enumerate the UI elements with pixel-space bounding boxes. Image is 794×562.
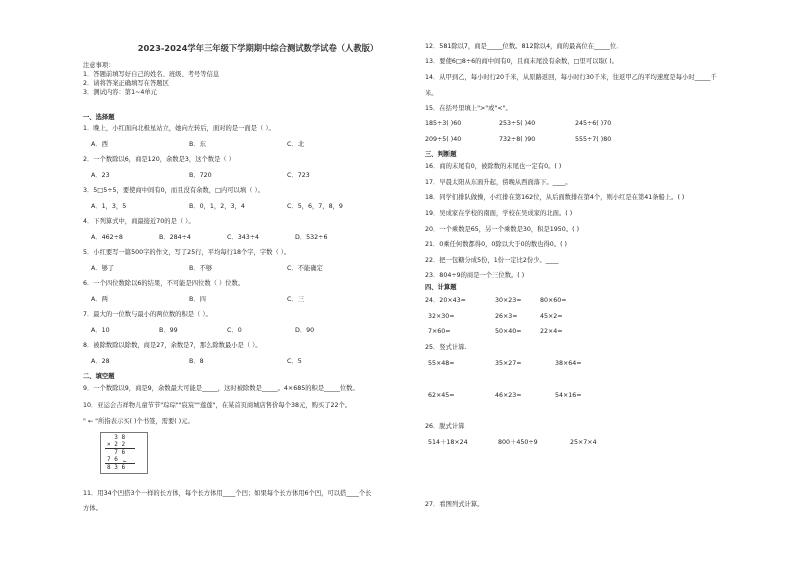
question: 1．晚上，小红面向北极星站立，她向左转后，面对的是一面是（ ）。 xyxy=(83,125,275,132)
option: B．不够 xyxy=(189,265,213,272)
calc-row xyxy=(425,297,567,305)
calc-item: 35×27= xyxy=(495,360,522,367)
option: C．北 xyxy=(287,141,304,148)
option: B．720 xyxy=(189,172,212,179)
calc-item: 22×4= xyxy=(540,328,563,335)
section-heading: 四、计算题 xyxy=(425,284,457,291)
calc-item: 26×3= xyxy=(495,313,518,320)
question: 3．5□5÷5，要使商中间有0，而且没有余数，□内可以填（ ）。 xyxy=(83,187,264,194)
compare-item: 209÷5( )40 xyxy=(425,136,462,143)
question: 15．在括号里填上">"或"<"。 xyxy=(425,105,512,112)
question: 16．商的末尾有0，被除数的末尾也一定有0。( ) xyxy=(425,163,562,170)
question: 26．脱式计算 xyxy=(425,423,465,430)
left-arrow-icon: ← xyxy=(123,458,127,465)
question: 23．804÷9的商是一个三位数。( ) xyxy=(425,272,525,279)
option: A．10 xyxy=(91,327,110,334)
question: 20．一个乘数是65，另一个乘数是30，积是1950。( ) xyxy=(425,226,580,233)
option: A．两 xyxy=(91,296,108,303)
question: 7．最大的一位数与最小的两位数的积是（ ）。 xyxy=(83,311,212,318)
page-title: 2023-2024学年三年级下学期期中综合测试数学试卷（人教版） xyxy=(137,43,379,53)
option: B．四 xyxy=(189,296,206,303)
option: C．三 xyxy=(287,296,304,303)
option: A．1，3，5 xyxy=(91,203,127,210)
calc-line: 7 6 xyxy=(107,449,126,456)
calc-item: 80×60= xyxy=(540,297,567,304)
section-heading: 三、判断题 xyxy=(425,151,457,158)
calc-line: × 2 2 xyxy=(107,441,126,448)
option: B．99 xyxy=(159,327,178,334)
calc-item: 55×48= xyxy=(428,360,455,367)
question-continued: 方体。 xyxy=(83,505,102,512)
question: 5．小红要写一篇500字的作文，写了25行，平均每行18个字，字数（ ）。 xyxy=(83,249,291,256)
calc-row xyxy=(428,313,563,321)
calc-line: 3 8 xyxy=(107,434,126,441)
option: C．723 xyxy=(287,172,310,179)
options xyxy=(91,203,343,211)
calc-item: 25×7×4 xyxy=(570,439,597,446)
option: C．5 xyxy=(287,358,302,365)
question: 21．0乘任何数都得0，0除以大于0的数也得0。( ) xyxy=(425,241,568,248)
option: C．不能确定 xyxy=(287,265,323,272)
calc-item: 514＋18×24 xyxy=(428,439,468,446)
option: C．0 xyxy=(227,327,242,334)
compare-item: 555÷7( )80 xyxy=(575,136,612,143)
question: 10．亚运会吉祥物儿童节节"琮琮""宸宸""莲莲"，在某首页商城店售价每个38元，购买了22个。 xyxy=(83,402,352,409)
calc-item: 30×23= xyxy=(495,297,522,304)
option: A．够了 xyxy=(91,265,115,272)
calc-item: 7×60= xyxy=(428,328,451,335)
question: 2．一个数除以6，商是120，余数是3，这个数是（ ） xyxy=(83,156,235,163)
calc-item: 54×16= xyxy=(555,392,582,399)
calc-item: 24．20×43= xyxy=(425,297,466,304)
calc-item: 32×30= xyxy=(428,313,455,320)
option: D．90 xyxy=(295,327,315,334)
option: C．5，6，7，8，9 xyxy=(287,203,343,210)
question: 12．581除以7，商是_____位数。812除以4，商的最高位在_____位． xyxy=(425,43,623,50)
question: 6．一个四位数除以6的结果，不可能是四位数（ ）位数。 xyxy=(83,280,245,287)
options xyxy=(91,141,304,149)
compare-item: 732÷8( )90 xyxy=(499,136,536,143)
section-heading: 二、填空题 xyxy=(83,373,115,380)
calc-item: 50×40= xyxy=(495,328,522,335)
question: 11．用34个凹搭3个一样的长方体，每个长方体用____个凹；如果每个长方体用6个凹，可以搭____个长 xyxy=(83,490,372,497)
calc-line: 8 3 6 xyxy=(107,464,126,471)
calc-item: 46×23= xyxy=(495,392,522,399)
question: 22．把一包糖分成5份，1份一定比2份少。____ xyxy=(425,257,559,264)
option: A．462÷8 xyxy=(91,234,123,241)
calc-item: 62×45= xyxy=(428,392,455,399)
options xyxy=(91,358,302,366)
question: 9．一个数除以9，商是9，余数最大可能是_____，这时被除数是_____。4×685的积是_____位数。 xyxy=(83,385,359,392)
question-continued: 米。 xyxy=(425,90,438,97)
question: 14．从甲到乙，每小时行20千米，从原路返回，每小时行30千米，往返甲乙的平均速度是每小时_____千 xyxy=(425,74,717,81)
compare-item: 253÷5( )40 xyxy=(499,120,536,127)
note-item: 3．测试内容：第1~4单元 xyxy=(83,89,157,96)
options xyxy=(91,234,327,242)
vertical-multiplication-figure xyxy=(100,432,148,474)
calc-item: 38×64= xyxy=(555,360,582,367)
question: 27．看图列式计算。 xyxy=(425,501,484,508)
question: 17．早晨太阳从东面升起，傍晚从西面落下。____。 xyxy=(425,179,572,186)
calc-row xyxy=(428,439,597,447)
option: B．8 xyxy=(189,358,204,365)
option: A．西 xyxy=(91,141,108,148)
compare-item: 185÷3( )60 xyxy=(425,120,462,127)
question: 4．下列算式中，商最接近70的是（ ）。 xyxy=(83,218,195,225)
option: A．23 xyxy=(91,172,110,179)
question: 25．竖式计算. xyxy=(425,344,467,351)
calc-item: 45×2= xyxy=(540,313,563,320)
calc-row xyxy=(428,360,582,368)
section-heading: 一、选择题 xyxy=(83,114,115,121)
options xyxy=(91,327,314,335)
options xyxy=(91,265,323,273)
note-item: 1．答题前填写好自己的姓名、班级、考号等信息 xyxy=(83,71,220,78)
option: C．343÷4 xyxy=(227,234,259,241)
calc-row xyxy=(428,328,563,336)
notes-heading: 注意事项： xyxy=(83,62,115,69)
option: A．28 xyxy=(91,358,110,365)
question: 8．被除数除以除数，商是27，余数是7，那么除数最小是（ ）。 xyxy=(83,342,262,349)
calc-item: 800＋450÷9 xyxy=(498,439,538,446)
question-continued: " ← "所指表示买( )个书签，需要( )元。 xyxy=(83,418,194,425)
compare-item: 245÷6( )70 xyxy=(575,120,612,127)
option: B．0，1，2，3，4 xyxy=(189,203,245,210)
calc-row xyxy=(428,392,582,400)
question: 19．吴成家在学校的南面，学校在吴成家的北面。( ) xyxy=(425,210,573,217)
option: B．284÷4 xyxy=(159,234,191,241)
calc-line: 7 6 xyxy=(107,456,118,463)
option: B．东 xyxy=(189,141,206,148)
compare-row xyxy=(425,120,611,128)
options xyxy=(91,172,310,180)
question: 13．要使6□8÷6的商中间有0，且商末尾没有余数，□里可以取( )。 xyxy=(425,58,618,65)
note-item: 2．请将答案正确填写在答题区 xyxy=(83,80,169,87)
question: 18．同学们排队做操，小红排在第162位，从后面数排在第4个，则小红是在第41条船上。( ) xyxy=(425,194,685,201)
options xyxy=(91,296,304,304)
compare-row xyxy=(425,136,611,144)
option: D．532÷6 xyxy=(295,234,328,241)
